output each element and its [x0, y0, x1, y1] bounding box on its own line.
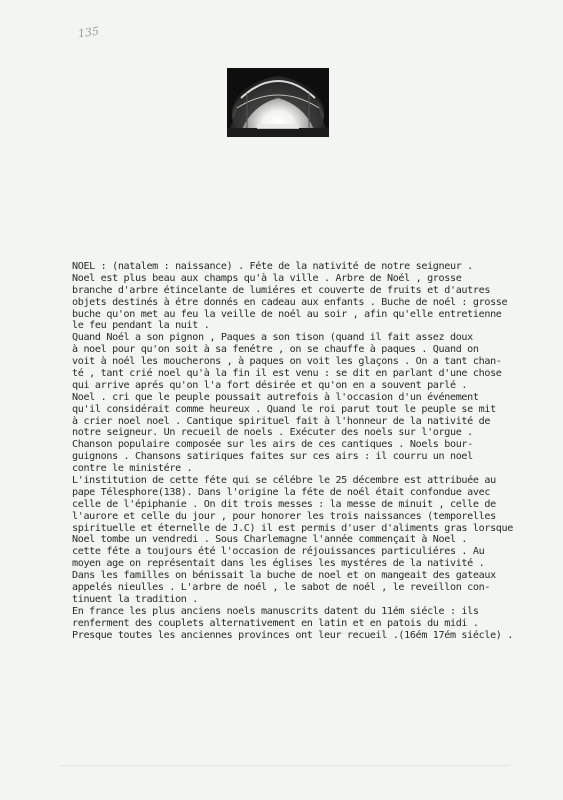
- text-line: qu'il considérait comme heureux . Quand le roi parut tout le peuple se mit: [72, 403, 496, 415]
- text-line: appelés nieulles . L'arbre de noél , le sabot de noél , le reveillon con-: [72, 582, 491, 594]
- text-line: branche d'arbre étincelante de lumiéres et couverte de fruits et d'autres: [72, 284, 491, 296]
- text-line: moyen age on représentait dans les églises les mystéres de la nativité .: [72, 558, 485, 570]
- text-line: à crier noel noel . Cantique spirituel fait à l'honneur de la nativité de: [72, 415, 491, 427]
- text-line: pape Télesphore(138). Dans l'origine la féte de noél était confondue avec: [72, 486, 491, 498]
- text-line: NOEL : (natalem : naissance) . Féte de la nativité de notre seigneur .: [72, 261, 473, 272]
- text-line: celle de l'épiphanie . On dit trois messes : la messe de minuit , celle de: [72, 498, 496, 510]
- text-line: Quand Noél a son pignon , Paques a son tison (quand il fait assez doux: [72, 332, 473, 344]
- text-line: tinuent la tradition .: [72, 593, 198, 605]
- text-line: Dans les familles on bénissait la buche de noel et on mangeait des gateaux: [72, 570, 496, 582]
- text-line: En france les plus anciens noels manuscrits datent du 11ém siécle : ils: [72, 605, 479, 617]
- text-line: à noel pour qu'on soit à sa fenétre , on se chauffe à paques . Quand on: [72, 344, 479, 356]
- text-line: Noel est plus beau aux champs qu'à la ville . Arbre de Noél , grosse: [72, 272, 462, 284]
- text-line: cette féte a toujours été l'occasion de réjouissances particuliéres . Au: [72, 546, 485, 558]
- text-line: Presque toutes les anciennes provinces ont leur recueil .(16ém 17ém siécle) .: [72, 629, 513, 641]
- page-rule: [60, 765, 510, 766]
- text-line: buche qu'on met au feu la veille de noél au soir , afin qu'elle entretienne: [72, 308, 502, 320]
- text-line: guignons . Chansons satiriques faites sur ces airs : il courru un noel: [72, 451, 473, 463]
- text-line: voit à noél les moucherons , à paques on voit les glaçons . On a tant chan-: [72, 356, 502, 368]
- text-line: notre seigneur. Un recueil de noels . Exécuter des noels sur l'orgue .: [72, 427, 473, 439]
- text-line: contre le ministére .: [72, 463, 193, 475]
- eiffel-tower-illustration: [227, 68, 329, 137]
- text-line: Noel tombe un vendredi . Sous Charlemagne l'année commençait à Noel .: [72, 534, 468, 546]
- text-line: l'aurore et celle du jour , pour honorer les trois naissances (temporelles: [72, 510, 496, 522]
- page-number: 135: [77, 24, 100, 41]
- text-line: L'institution de cette féte qui se célébre le 25 décembre est attribuée au: [72, 475, 496, 487]
- text-line: le feu pendant la nuit .: [72, 320, 210, 332]
- text-line: té , tant crié noel qu'à la fin il est venu : se dit en parlant d'une chose: [72, 368, 502, 380]
- eiffel-tower-photo: [227, 68, 329, 137]
- text-line: renferment des couplets alternativement en latin et en patois du midi .: [72, 617, 479, 629]
- text-line: spirituelle et éternelle de J.C) il est permis d'user d'aliments gras lorsque: [72, 522, 513, 534]
- text-line: qui arrive aprés qu'on l'a fort désirée et qu'on en a souvent parlé .: [72, 379, 468, 391]
- dictionary-entry-noel: [72, 261, 552, 642]
- text-line: objets destinés à étre donnés en cadeau aux enfants . Buche de noél : grosse: [72, 296, 508, 308]
- text-line: Chanson populaire composée sur les airs de ces cantiques . Noels bour-: [72, 439, 473, 451]
- text-line: Noel . cri que le peuple poussait autrefois à l'occasion d'un événement: [72, 391, 479, 403]
